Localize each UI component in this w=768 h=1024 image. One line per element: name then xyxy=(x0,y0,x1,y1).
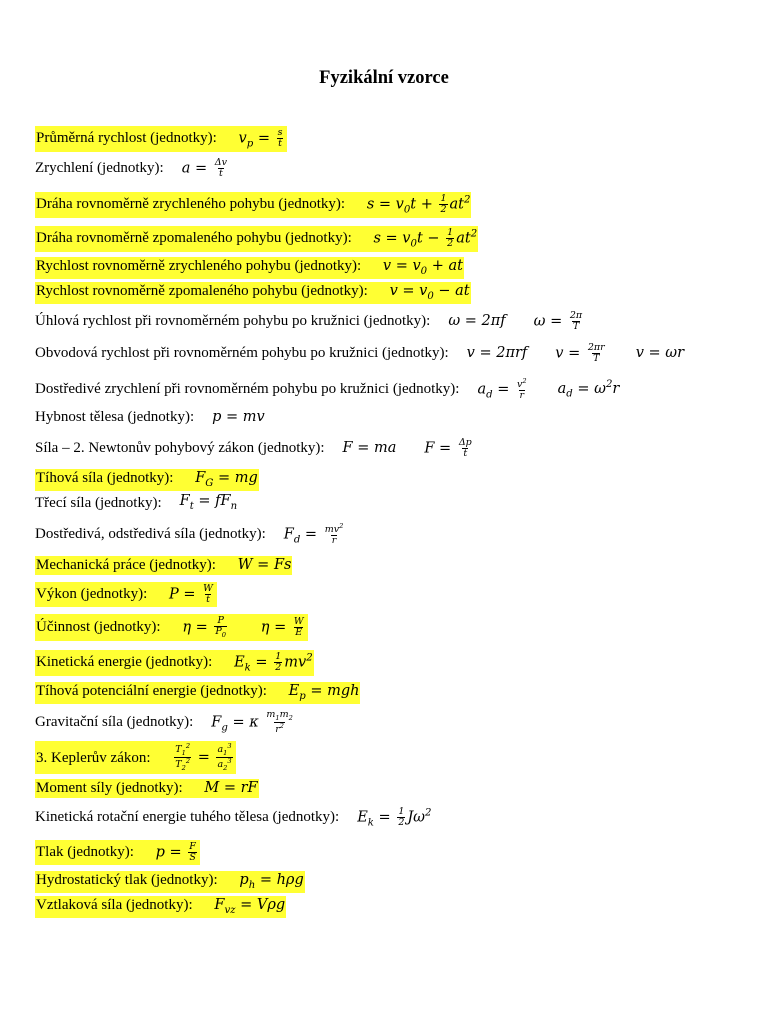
row-label: Třecí síla (jednotky): xyxy=(35,494,162,511)
formula-row-kinetic-energy xyxy=(35,650,314,676)
formula: $E_k$ = $\frac{1}{2}$ $J\omega^2$ xyxy=(357,806,432,829)
formula-row-decelerated-velocity xyxy=(35,282,471,304)
formula-row-rotational-kinetic-energy xyxy=(35,807,431,829)
page-title: Fyzikální vzorce xyxy=(319,68,449,88)
row-label: Tíhová potenciální energie (jednotky): xyxy=(36,683,267,699)
row-label: Gravitační síla (jednotky): xyxy=(35,714,194,730)
formula: $\frac{T_1^2}{T_2^2}$ = $\frac{a_1^3}{a_2^3}$ xyxy=(175,742,232,773)
formula-row-centripetal-acceleration xyxy=(35,378,619,401)
formula: $F_{vz} = V\rho g$ xyxy=(214,897,286,916)
row-label: 3. Keplerův zákon: xyxy=(36,749,151,766)
row-label: Kinetická energie (jednotky): xyxy=(36,654,213,671)
formula-row-kepler-third-law xyxy=(35,741,236,774)
formula-row-gravitational-force xyxy=(35,710,296,735)
formula: $F_t = fF_n$ xyxy=(179,493,238,512)
formula: v = $\frac{2\pi r}{T}$ xyxy=(555,342,605,364)
formula: a = $\frac{\Delta v}{t}$ xyxy=(181,157,227,179)
formula-row-efficiency xyxy=(35,614,308,641)
formula: $F_d$ = $\frac{mv^2}{r}$ xyxy=(283,522,344,547)
formula-row-angular-velocity xyxy=(35,311,585,332)
row-label: Průměrná rychlost (jednotky): xyxy=(36,130,217,147)
formula-row-mechanical-work xyxy=(35,556,292,575)
row-label: Obvodová rychlost při rovnoměrném pohybu po kružnici (jednotky): xyxy=(35,344,449,361)
formula: M = rF xyxy=(204,780,258,796)
formula-row-torque xyxy=(35,779,259,798)
formula: F = $\frac{\Delta p}{t}$ xyxy=(424,437,472,459)
row-label: Dráha rovnoměrně zpomaleného pohybu (jednotky): xyxy=(36,230,352,247)
formula-row-decelerated-distance xyxy=(35,226,478,252)
formula: $s = v_0t$ − $\frac{1}{2}$ $at^2$ xyxy=(373,227,478,250)
formula: η = $\frac{W}{E}$ xyxy=(260,615,304,638)
row-label: Tíhová síla (jednotky): xyxy=(36,470,174,486)
formula-row-pressure xyxy=(35,840,200,865)
formula-row-average-speed xyxy=(35,126,287,152)
formula: F = ma xyxy=(342,440,397,457)
formula-row-gravity-force xyxy=(35,469,259,491)
row-label: Rychlost rovnoměrně zrychleného pohybu (jednotky): xyxy=(36,258,362,274)
row-label: Úhlová rychlost při rovnoměrném pohybu po kružnici (jednotky): xyxy=(35,312,431,329)
row-label: Dostředivá, odstředivá síla (jednotky): xyxy=(35,526,266,543)
row-label: Dostředivé zrychlení při rovnoměrném pohybu po kružnici (jednotky): xyxy=(35,381,460,398)
formula-row-accelerated-distance xyxy=(35,192,471,218)
row-label: Tlak (jednotky): xyxy=(36,844,134,861)
formula: $v = v_0$ + at xyxy=(382,258,463,277)
formula-row-acceleration xyxy=(35,158,230,179)
row-label: Moment síly (jednotky): xyxy=(36,780,183,796)
formula: W = Fs xyxy=(237,557,292,573)
formula-row-potential-energy xyxy=(35,682,360,704)
formula: $a_d$ = $\frac{v^2}{r}$ xyxy=(477,377,527,402)
formula: $v = v_0$ − at xyxy=(389,283,470,302)
formula: p = $\frac{F}{S}$ xyxy=(155,841,196,863)
formula-row-newton-second-law xyxy=(35,438,475,459)
formula-row-friction-force xyxy=(35,494,237,512)
formula: ω = $\frac{2\pi}{T}$ xyxy=(533,310,583,332)
formula-row-momentum xyxy=(35,410,265,425)
formula: $a_d = \omega^2r$ xyxy=(557,378,620,400)
formula: $E_k$ = $\frac{1}{2}$ $mv^2$ xyxy=(234,651,313,674)
row-label: Vztlaková síla (jednotky): xyxy=(36,897,193,913)
formula: ω = 2πf xyxy=(448,313,506,330)
formula: v = ωr xyxy=(635,345,685,362)
formula: $p_h = h\rho g$ xyxy=(239,872,304,891)
formula-row-centripetal-force xyxy=(35,523,346,546)
formula: $F_g = \kappa$ $\frac{m_1m_2}{r^2}$ xyxy=(211,709,293,736)
formula: v = 2πrf xyxy=(466,345,528,362)
formula: P = $\frac{W}{t}$ xyxy=(168,583,213,605)
formula: $s = v_0t$ + $\frac{1}{2}$ $at^2$ xyxy=(366,193,471,216)
row-label: Hydrostatický tlak (jednotky): xyxy=(36,872,218,888)
formula-row-accelerated-velocity xyxy=(35,257,464,279)
row-label: Síla – 2. Newtonův pohybový zákon (jednotky): xyxy=(35,439,325,456)
formula: η = $\frac{P}{P_0}$ xyxy=(182,615,227,639)
formula: $F_G$ = mg xyxy=(195,470,258,489)
row-label: Dráha rovnoměrně zrychleného pohybu (jednotky): xyxy=(36,196,346,213)
formula-row-power xyxy=(35,582,217,607)
row-label: Účinnost (jednotky): xyxy=(36,619,161,636)
row-label: Výkon (jednotky): xyxy=(36,586,148,603)
formula: p = mv xyxy=(212,409,265,426)
formula: $v_p$ = $\frac{s}{t}$ xyxy=(238,127,283,150)
row-label: Kinetická rotační energie tuhého tělesa (jednotky): xyxy=(35,809,340,826)
row-label: Zrychlení (jednotky): xyxy=(35,159,164,176)
formula-row-buoyant-force xyxy=(35,896,286,918)
formula-row-hydrostatic-pressure xyxy=(35,871,305,893)
row-label: Mechanická práce (jednotky): xyxy=(36,557,216,573)
formula: $E_p$ = mgh xyxy=(288,683,360,702)
row-label: Rychlost rovnoměrně zpomaleného pohybu (jednotky): xyxy=(36,283,368,299)
formula-row-circumferential-velocity xyxy=(35,343,684,364)
row-label: Hybnost tělesa (jednotky): xyxy=(35,409,195,425)
